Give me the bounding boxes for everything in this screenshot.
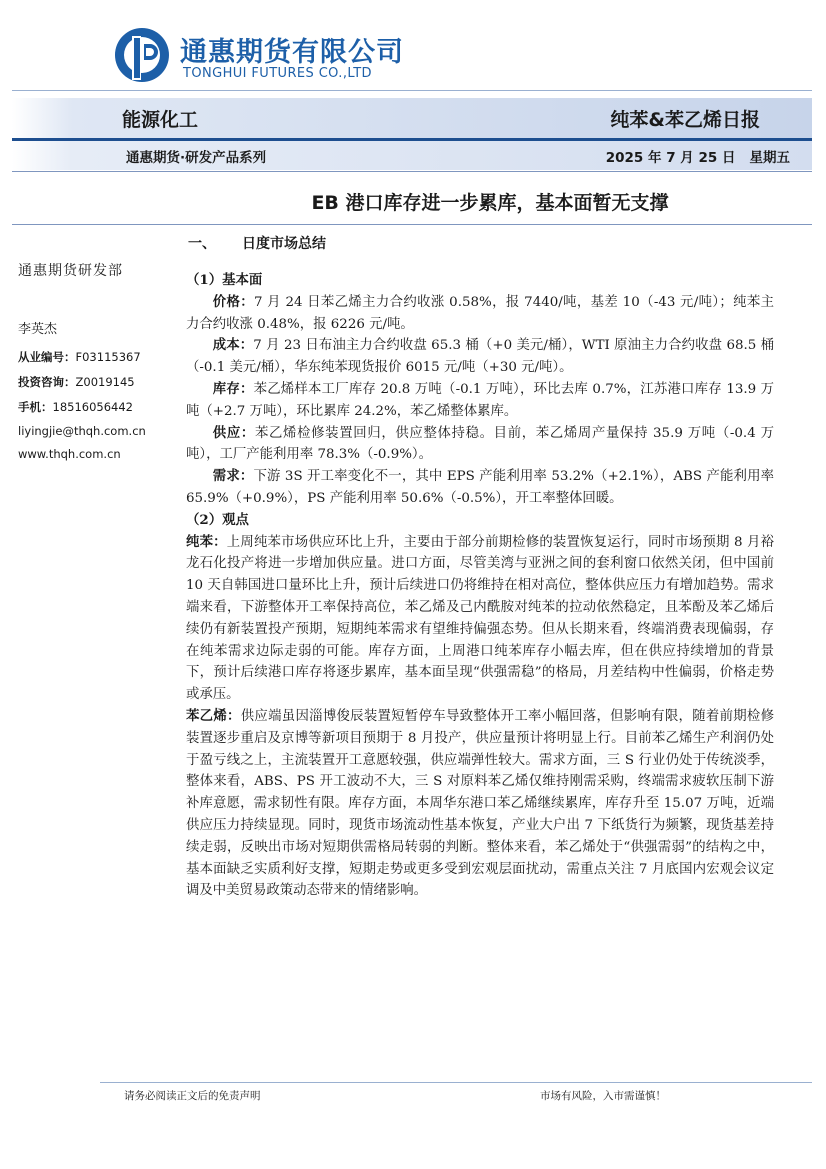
basics-heading: （1）基本面	[186, 272, 263, 288]
header-rule	[12, 90, 812, 91]
section-title: 日度市场总结	[242, 236, 326, 252]
demand-paragraph	[186, 466, 774, 510]
styrene-paragraph	[186, 706, 774, 902]
demand-text: 下游 3S 开工率变化不一，其中 EPS 产能利用率 53.2%（+2.1%），ABS 产能利用率 65.9%（+0.9%），PS 产能利用率 50.6%（-0.5%），开工率整体回暖。	[186, 469, 775, 506]
demand-label: 需求：	[212, 468, 254, 485]
styrene-text: 供应端虽因淄博俊辰装置短暂停车导致整体开工率小幅回落，但影响有限，随着前期检修装置逐步重启及京博等新项目预期于 8 月投产，供应量预计将明显上行。目前苯乙烯生产利润仍处于盈亏线之上，主流装置开工意愿较强，供应端弹性较大。需求方面，三 S 行业仍处于传统淡季，整体来看，ABS、PS 开工波动不大，三 S 对原料苯乙烯仅维持刚需采购，终端需求疲软压制下游补库意愿，需求韧性有限。库存方面，本周华东港口苯乙烯继续累库，库存升至 15.07 万吨，近端供应压力持续显现。同时，现货市场流动性基本恢复，产业大户出 7 下纸货行为频繁，现货基差持续走弱，反映出市场对短期供需格局转弱的判断。整体来看，苯乙烯处于“供强需弱”的结构之中，基本面缺乏实质利好支撑，短期走势或更多受到宏观层面扰动，需重点关注 7 月底国内宏观会议定调及中美贸易政策动态带来的情绪影响。	[186, 708, 775, 899]
advisor-number	[18, 374, 168, 390]
footer-risk-notice: 市场有风险，入市需谨慎！	[540, 1090, 666, 1102]
phone-number	[18, 399, 168, 415]
header-subband-rule	[12, 171, 812, 172]
series-label: 通惠期货·研发产品系列	[126, 150, 267, 166]
website-link[interactable]: www.thqh.com.cn	[18, 447, 121, 461]
supply-text: 苯乙烯检修装置回归，供应整体持稳。目前，苯乙烯周产量保持 35.9 万吨（-0.4 万吨），工厂产能利用率 78.3%（-0.9%）。	[186, 425, 775, 463]
company-logo	[112, 24, 172, 86]
section-heading	[188, 233, 326, 253]
license-value: F03115367	[75, 350, 141, 364]
author-sidebar	[18, 260, 168, 470]
cost-text: 7 月 23 日布油主力合约收盘 65.3 桶（+0 美元/桶），WTI 原油主力合约收盘 68.5 桶（-0.1 美元/桶），华东纯苯现货报价 6015 元/吨（+30 元/吨）。	[186, 338, 775, 376]
report-date	[606, 146, 790, 166]
benzene-paragraph	[186, 532, 774, 706]
date-text: 2025 年 7 月 25 日	[605, 150, 736, 166]
inventory-label: 库存：	[212, 380, 254, 397]
styrene-label: 苯乙烯：	[186, 707, 241, 724]
section-number: 一、	[188, 236, 216, 252]
department: 通惠期货研发部	[18, 263, 123, 279]
price-label: 价格：	[212, 293, 255, 310]
cost-label: 成本：	[212, 337, 254, 354]
license-number	[18, 349, 168, 365]
advisor-label: 投资咨询：	[18, 375, 76, 389]
supply-label: 供应：	[212, 424, 255, 441]
report-name: 纯苯&苯乙烯日报	[610, 109, 760, 131]
inventory-paragraph	[186, 379, 774, 423]
advisor-value: Z0019145	[75, 375, 135, 389]
analyst-name: 李英杰	[18, 322, 58, 337]
benzene-label: 纯苯：	[186, 533, 227, 550]
main-content	[186, 270, 774, 902]
price-text: 7 月 24 日苯乙烯主力合约收涨 0.58%，报 7440/吨，基差 10（-43 元/吨）；纯苯主力合约收涨 0.48%，报 6226 元/吨。	[186, 294, 774, 332]
price-paragraph	[186, 292, 774, 336]
title-rule	[12, 224, 812, 225]
footer-disclaimer: 请务必阅读正文后的免责声明	[124, 1090, 261, 1102]
weekday-text: 星期五	[749, 150, 790, 166]
footer-rule	[100, 1082, 812, 1083]
sector-label: 能源化工	[122, 109, 199, 131]
inventory-text: 苯乙烯样本工厂库存 20.8 万吨（-0.1 万吨），环比去库 0.7%，江苏港口库存 13.9 万吨（+2.7 万吨），环比累库 24.2%，苯乙烯整体累库。	[186, 381, 775, 419]
cost-paragraph	[186, 335, 774, 379]
views-heading: （2）观点	[186, 511, 249, 528]
company-name-cn: 通惠期货有限公司	[180, 37, 404, 68]
email-link[interactable]: liyingjie@thqh.com.cn	[18, 424, 146, 438]
page-title: EB 港口库存进一步累库，基本面暂无支撑	[311, 192, 669, 214]
phone-label: 手机：	[18, 400, 53, 414]
supply-paragraph	[186, 423, 774, 467]
benzene-text: 上周纯苯市场供应环比上升，主要由于部分前期检修的装置恢复运行，同时市场预期 8 月裕龙石化投产将进一步增加供应量。进口方面，尽管美湾与亚洲之间的套利窗口依然关闭，但中国前 10 天自韩国进口量环比上升，预计后续进口仍将维持在相对高位，整体供应压力有增加趋势。需求端来看，下游整体开工率保持高位，苯乙烯及己内酰胺对纯苯的拉动依然稳定，且苯酚及苯乙烯后续仍有新装置投产预期，短期纯苯需求有望维持偏强态势。但从长期来看，终端消费表现偏弱，存在纯苯需求边际走弱的可能。库存方面，上周港口纯苯库存小幅去库，但在供应持续增加的背景下，预计后续港口库存将逐步累库，基本面呈现“供强需稳”的格局，月差结构中性偏弱，价格走势或承压。	[186, 534, 775, 703]
company-name-en: TONGHUI FUTURES CO.,LTD	[183, 66, 372, 81]
phone-value: 18516056442	[52, 400, 133, 414]
license-label: 从业编号：	[18, 350, 76, 364]
